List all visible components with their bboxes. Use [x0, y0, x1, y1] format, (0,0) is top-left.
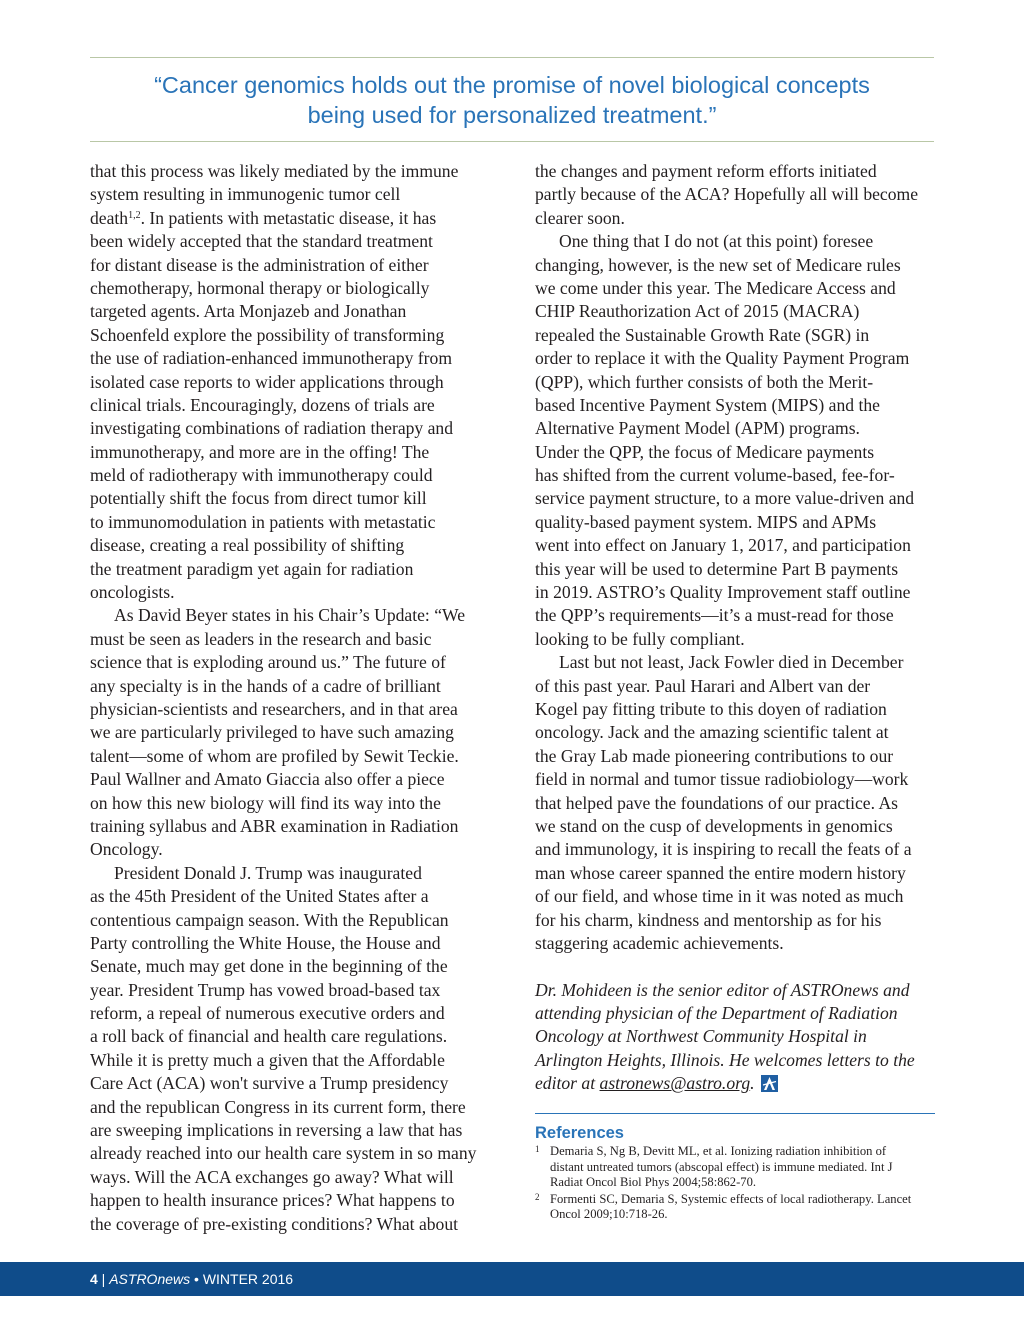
reference-item — [535, 1192, 935, 1223]
body-line: the coverage of pre-existing conditions? What about — [90, 1213, 459, 1234]
body-line: looking to be fully compliant. — [535, 628, 745, 649]
body-line: as the 45th President of the United States after a — [90, 886, 429, 907]
body-line: changing, however, is the new set of Medicare rules — [535, 254, 901, 275]
body-line: that helped pave the foundations of our practice. As — [535, 792, 898, 813]
reference-number: 2 — [535, 1191, 540, 1202]
body-line: investigating combinations of radiation therapy and — [90, 418, 454, 439]
body-line: immunotherapy, and more are in the offing! The — [90, 441, 430, 462]
body-line: of this past year. Paul Harari and Albert van der — [535, 675, 871, 696]
body-line: Senate, much may get done in the beginning of the — [90, 956, 448, 977]
body-text: . In patients with metastatic disease, it has — [140, 207, 437, 228]
body-line: physician-scientists and researchers, and in that area — [90, 698, 458, 719]
body-line: the changes and payment reform efforts initiated — [535, 161, 877, 181]
magazine-name: ASTROnews — [109, 1271, 191, 1287]
body-line: partly because of the ACA? Hopefully all will become — [535, 184, 919, 205]
body-line: that this process was likely mediated by the immune — [90, 161, 459, 181]
body-line: targeted agents. Arta Monjazeb and Jonathan — [90, 301, 407, 322]
body-line: to immunomodulation in patients with metastatic — [90, 511, 436, 532]
references — [535, 1123, 935, 1223]
body-line: oncology. Jack and the amazing scientific talent at — [535, 722, 889, 743]
reference-number: 1 — [535, 1144, 540, 1154]
body-line: happen to health insurance prices? What happens to — [90, 1190, 455, 1211]
body-line: the QPP’s requirements—it’s a must-read for those — [535, 605, 894, 626]
reference-line: Formenti SC, Demaria S, Systemic effects of local radiotherapy. Lancet — [550, 1191, 912, 1206]
body-line: While it is pretty much a given that the Affordable — [90, 1049, 445, 1070]
references-rule — [535, 1113, 935, 1114]
body-line: service payment structure, to a more value-driven and — [535, 488, 915, 509]
issue-label: WINTER 2016 — [202, 1271, 294, 1287]
body-line: President Donald J. Trump was inaugurated — [114, 862, 422, 883]
body-line: must be seen as leaders in the research and basic — [90, 628, 432, 649]
signoff-period: . — [750, 1073, 755, 1094]
reference-item — [535, 1144, 935, 1191]
body-line — [90, 207, 500, 230]
body-text: death — [90, 207, 129, 228]
body-line: has shifted from the current volume-based, fee-for- — [535, 465, 895, 486]
body-line: staggering academic achievements. — [535, 932, 784, 953]
body-line: science that is exploding around us.” The future of — [90, 652, 446, 673]
body-line: CHIP Reauthorization Act of 2015 (MACRA) — [535, 301, 860, 322]
signoff-line: Dr. Mohideen is the senior editor of ASTROnews and — [535, 979, 910, 1000]
body-line: Under the QPP, the focus of Medicare payments — [535, 441, 875, 462]
body-line: contentious campaign season. With the Republican — [90, 909, 449, 930]
body-line: any specialty is in the hands of a cadre of brilliant — [90, 675, 441, 696]
reference-line: Demaria S, Ng B, Devitt ML, et al. Ionizing radiation inhibition of — [550, 1144, 887, 1158]
body-line: man whose career spanned the entire modern history — [535, 862, 906, 883]
body-line: oncologists. — [90, 582, 175, 603]
body-line: are sweeping implications in reversing a law that has — [90, 1120, 463, 1141]
body-line: potentially shift the focus from direct tumor kill — [90, 488, 427, 509]
body-line: in 2019. ASTRO’s Quality Improvement staff outline — [535, 582, 911, 603]
body-line: (QPP), which further consists of both the Merit- — [535, 371, 874, 392]
body-line: quality-based payment system. MIPS and APMs — [535, 511, 877, 532]
author-signoff — [535, 979, 935, 1096]
body-line: chemotherapy, hormonal therapy or biologically — [90, 277, 430, 298]
body-line: Care Act (ACA) won't survive a Trump presidency — [90, 1073, 449, 1094]
body-line: Kogel pay fitting tribute to this doyen of radiation — [535, 698, 887, 719]
body-line: and the republican Congress in its current form, there — [90, 1096, 466, 1117]
references-title: References — [535, 1124, 624, 1142]
body-line: system resulting in immunogenic tumor cell — [90, 184, 401, 205]
body-line: disease, creating a real possibility of shifting — [90, 535, 405, 556]
body-line: the Gray Lab made pioneering contributions to our — [535, 745, 894, 766]
body-line: a roll back of financial and health care regulations. — [90, 1026, 448, 1047]
body-line: we stand on the cusp of developments in genomics — [535, 815, 893, 836]
body-line: reform, a repeal of numerous executive orders and — [90, 1003, 445, 1024]
body-line: isolated case reports to wider applications through — [90, 371, 444, 392]
body-line: we are particularly privileged to have such amazing — [90, 722, 454, 743]
body-line: Paul Wallner and Amato Giaccia also offer a piece — [90, 769, 445, 790]
astro-logo-icon — [761, 1075, 778, 1092]
body-line: clearer soon. — [535, 207, 625, 228]
footer-bullet: • — [190, 1271, 203, 1287]
body-line: Alternative Payment Model (APM) programs. — [535, 418, 860, 439]
body-line: Schoenfeld explore the possibility of transforming — [90, 324, 445, 345]
body-line: this year will be used to determine Part B payments — [535, 558, 899, 579]
signoff-text: editor at — [535, 1073, 600, 1094]
page-number: 4 — [90, 1271, 98, 1287]
body-line: meld of radiotherapy with immunotherapy could — [90, 465, 433, 486]
body-line: and immunology, it is inspiring to recall the feats of a — [535, 839, 912, 860]
body-line: repealed the Sustainable Growth Rate (SGR) in — [535, 324, 870, 345]
footer-separator: | — [97, 1271, 110, 1287]
reference-line: distant untreated tumors (abscopal effect) is immune mediated. Int J — [550, 1159, 893, 1174]
signoff-line: attending physician of the Department of Radiation — [535, 1003, 898, 1024]
footer-text — [90, 1271, 293, 1287]
body-line: ways. Will the ACA exchanges go away? What will — [90, 1166, 454, 1187]
body-line: we come under this year. The Medicare Access and — [535, 277, 896, 298]
body-line: As David Beyer states in his Chair’s Update: “We — [114, 605, 466, 626]
body-line: Last but not least, Jack Fowler died in December — [559, 652, 904, 673]
pull-quote — [90, 70, 934, 130]
body-line: went into effect on January 1, 2017, and participation — [535, 535, 911, 556]
reference-line: Radiat Oncol Biol Phys 2004;58:862-70. — [550, 1175, 757, 1189]
body-line: for his charm, kindness and mentorship as for his — [535, 909, 882, 930]
body-line: talent—some of whom are profiled by Sewit Teckie. — [90, 745, 459, 766]
body-line: of our field, and whose time in it was noted as much — [535, 886, 904, 907]
body-line: for distant disease is the administration of either — [90, 254, 429, 275]
body-line: year. President Trump has vowed broad-based tax — [90, 979, 441, 1000]
right-column — [535, 160, 935, 1096]
body-line: field in normal and tumor tissue radiobiology—work — [535, 769, 909, 790]
signoff-line: Oncology at Northwest Community Hospital in — [535, 1026, 867, 1047]
signoff-line: Arlington Heights, Illinois. He welcomes letters to the — [535, 1049, 915, 1070]
citation-superscript: 1,2 — [128, 209, 141, 221]
body-line: Party controlling the White House, the House and — [90, 932, 441, 953]
body-line: on how this new biology will find its way into the — [90, 792, 441, 813]
body-line: training syllabus and ABR examination in Radiation — [90, 815, 459, 836]
top-rule — [90, 57, 934, 58]
pull-quote-line: “Cancer genomics holds out the promise of novel biological concepts — [154, 72, 870, 98]
body-line: order to replace it with the Quality Payment Program — [535, 348, 910, 369]
body-line: based Incentive Payment System (MIPS) and the — [535, 394, 880, 415]
reference-line: Oncol 2009;10:718-26. — [550, 1207, 668, 1221]
email-link[interactable]: astronews@astro.org — [599, 1073, 751, 1094]
body-line: the treatment paradigm yet again for radiation — [90, 558, 414, 579]
signoff-line — [535, 1072, 935, 1095]
page-footer — [0, 1262, 1024, 1296]
pull-quote-line: being used for personalized treatment.” — [307, 102, 717, 128]
body-line: already reached into our health care system in so many — [90, 1143, 477, 1164]
body-line: One thing that I do not (at this point) foresee — [559, 231, 874, 252]
bottom-rule — [90, 141, 934, 142]
body-line: clinical trials. Encouragingly, dozens of trials are — [90, 394, 435, 415]
left-column — [90, 160, 500, 1236]
body-line: Oncology. — [90, 839, 163, 860]
body-line: the use of radiation-enhanced immunotherapy from — [90, 348, 453, 369]
body-line: been widely accepted that the standard treatment — [90, 231, 433, 252]
